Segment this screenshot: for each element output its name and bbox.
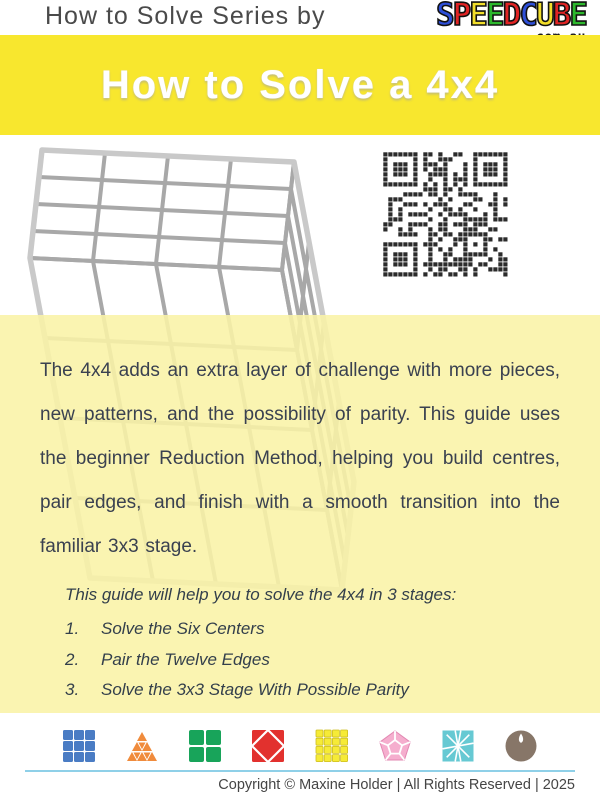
logo-letter: E xyxy=(485,0,503,33)
logo-wordmark xyxy=(436,0,586,31)
clock-icon xyxy=(504,729,538,763)
list-item xyxy=(65,645,560,675)
series-title: How to Solve Series by xyxy=(45,2,326,30)
skewb-icon xyxy=(251,729,285,763)
2x2-cube-icon xyxy=(188,729,222,763)
page-title: How to Solve a 4x4 xyxy=(100,62,500,107)
list-item-number: 2. xyxy=(65,649,80,669)
list-item-number: 3. xyxy=(65,679,80,699)
logo-letter: S xyxy=(435,0,453,33)
title-banner xyxy=(0,35,600,135)
list-item-label: Pair the Twelve Edges xyxy=(101,649,270,669)
3x3-cube-icon xyxy=(62,729,96,763)
pyraminx-icon xyxy=(125,729,159,763)
stages-list xyxy=(65,585,560,705)
logo-letter: E xyxy=(469,0,486,33)
qr-code-icon xyxy=(383,152,509,278)
logo-letter: P xyxy=(452,0,470,33)
intro-paragraph: The 4x4 adds an extra layer of challenge with more pieces, new patterns, and the possibility of parity. This guide uses the beginner Reduction Method, helping you build centres, pair edges, and finish with a smooth transition into the familiar 3x3 stage. xyxy=(40,360,560,558)
list-item-number: 1. xyxy=(65,619,80,639)
megaminx-icon xyxy=(378,729,412,763)
list-item-label: Solve the Six Centers xyxy=(101,619,265,639)
logo-letter: C xyxy=(519,0,536,33)
4x4-cube-icon xyxy=(315,729,349,763)
logo-letter: B xyxy=(552,0,570,33)
copyright-text: Copyright © Maxine Holder | All Rights Reserved | 2025 xyxy=(218,777,575,793)
footer-divider xyxy=(25,770,575,772)
logo-letter: D xyxy=(502,0,520,33)
stages-lead: This guide will help you to solve the 4x4 in 3 stages: xyxy=(65,585,457,605)
square-1-icon xyxy=(441,729,475,763)
list-item xyxy=(65,614,560,644)
logo-letter: U xyxy=(535,0,553,33)
list-item xyxy=(65,675,560,705)
list-item-label: Solve the 3x3 Stage With Possible Parity xyxy=(101,679,409,699)
header xyxy=(0,0,600,35)
puzzle-icons-row xyxy=(0,729,600,763)
logo-letter: E xyxy=(569,0,586,33)
intro-panel xyxy=(0,315,600,713)
